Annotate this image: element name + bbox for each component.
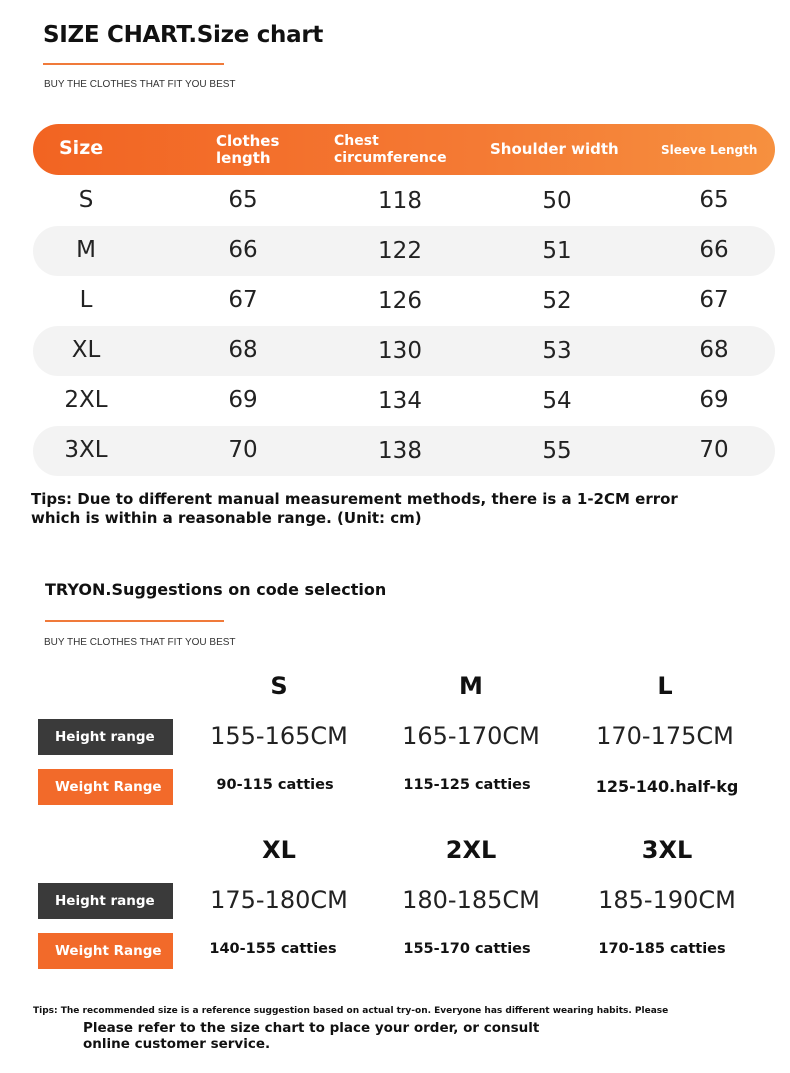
cell-shoulder: 51: [542, 238, 572, 264]
height-value: 165-170CM: [402, 722, 540, 750]
size-heading: S: [270, 672, 288, 700]
cell-clothes-length: 65: [228, 187, 258, 213]
cell-size: 3XL: [64, 437, 108, 463]
table-header: [33, 124, 775, 175]
header-sleeve-length: Sleeve Length: [661, 143, 758, 157]
cell-sleeve: 69: [699, 387, 729, 413]
tryon-subtitle: BUY THE CLOTHES THAT FIT YOU BEST: [44, 637, 236, 648]
tryon-tips-line1: Tips: The recommended size is a reference suggestion based on actual try-on. Everyone has different wearing habits. Please: [33, 1006, 669, 1016]
cell-size: XL: [71, 337, 101, 363]
cell-size: S: [78, 187, 94, 213]
cell-chest: 134: [378, 388, 422, 414]
tryon-tips-line2: Please refer to the size chart to place your order, or consult online customer service.: [83, 1020, 540, 1052]
cell-shoulder: 54: [542, 388, 572, 414]
header-chest-circumference: Chest circumference: [334, 133, 447, 166]
cell-shoulder: 50: [542, 188, 572, 214]
weight-value: 90-115 catties: [216, 777, 334, 793]
cell-clothes-length: 69: [228, 387, 258, 413]
cell-size: L: [79, 287, 93, 313]
size-chart-title: SIZE CHART.Size chart: [43, 22, 324, 48]
cell-size: 2XL: [64, 387, 108, 413]
header-shoulder-width: Shoulder width: [490, 140, 619, 158]
height-range-label: Height range: [38, 719, 173, 755]
cell-sleeve: 68: [699, 337, 729, 363]
weight-value: 170-185 catties: [598, 941, 726, 957]
weight-range-label: Weight Range: [38, 769, 173, 805]
cell-sleeve: 67: [699, 287, 729, 313]
cell-clothes-length: 70: [228, 437, 258, 463]
title-underline: [45, 620, 224, 622]
height-value: 175-180CM: [210, 886, 348, 914]
cell-shoulder: 52: [542, 288, 572, 314]
weight-value: 140-155 catties: [209, 941, 337, 957]
size-heading: L: [657, 672, 673, 700]
cell-chest: 126: [378, 288, 422, 314]
header-clothes-length: Clothes length: [216, 132, 280, 167]
header-size: Size: [59, 137, 104, 159]
cell-shoulder: 53: [542, 338, 572, 364]
cell-shoulder: 55: [542, 438, 572, 464]
size-heading: M: [459, 672, 483, 700]
size-heading: XL: [262, 836, 296, 864]
title-underline: [43, 63, 224, 65]
tryon-title: TRYON.Suggestions on code selection: [45, 580, 387, 599]
size-heading: 2XL: [445, 836, 497, 864]
cell-chest: 130: [378, 338, 422, 364]
height-value: 185-190CM: [598, 886, 736, 914]
cell-sleeve: 66: [699, 237, 729, 263]
cell-sleeve: 70: [699, 437, 729, 463]
cell-clothes-length: 68: [228, 337, 258, 363]
cell-chest: 122: [378, 238, 422, 264]
weight-range-label: Weight Range: [38, 933, 173, 969]
cell-clothes-length: 67: [228, 287, 258, 313]
cell-chest: 118: [378, 188, 422, 214]
weight-value: 125-140.half-kg: [595, 777, 739, 796]
measurement-tips: Tips: Due to different manual measurement methods, there is a 1-2CM error which is within a reasonable range. (Unit: cm): [31, 490, 678, 527]
weight-value: 115-125 catties: [403, 777, 531, 793]
cell-chest: 138: [378, 438, 422, 464]
cell-clothes-length: 66: [228, 237, 258, 263]
height-value: 170-175CM: [596, 722, 734, 750]
cell-sleeve: 65: [699, 187, 729, 213]
height-value: 180-185CM: [402, 886, 540, 914]
height-value: 155-165CM: [210, 722, 348, 750]
size-heading: 3XL: [641, 836, 693, 864]
height-range-label: Height range: [38, 883, 173, 919]
cell-size: M: [76, 237, 96, 263]
size-chart-subtitle: BUY THE CLOTHES THAT FIT YOU BEST: [44, 79, 236, 90]
weight-value: 155-170 catties: [403, 941, 531, 957]
